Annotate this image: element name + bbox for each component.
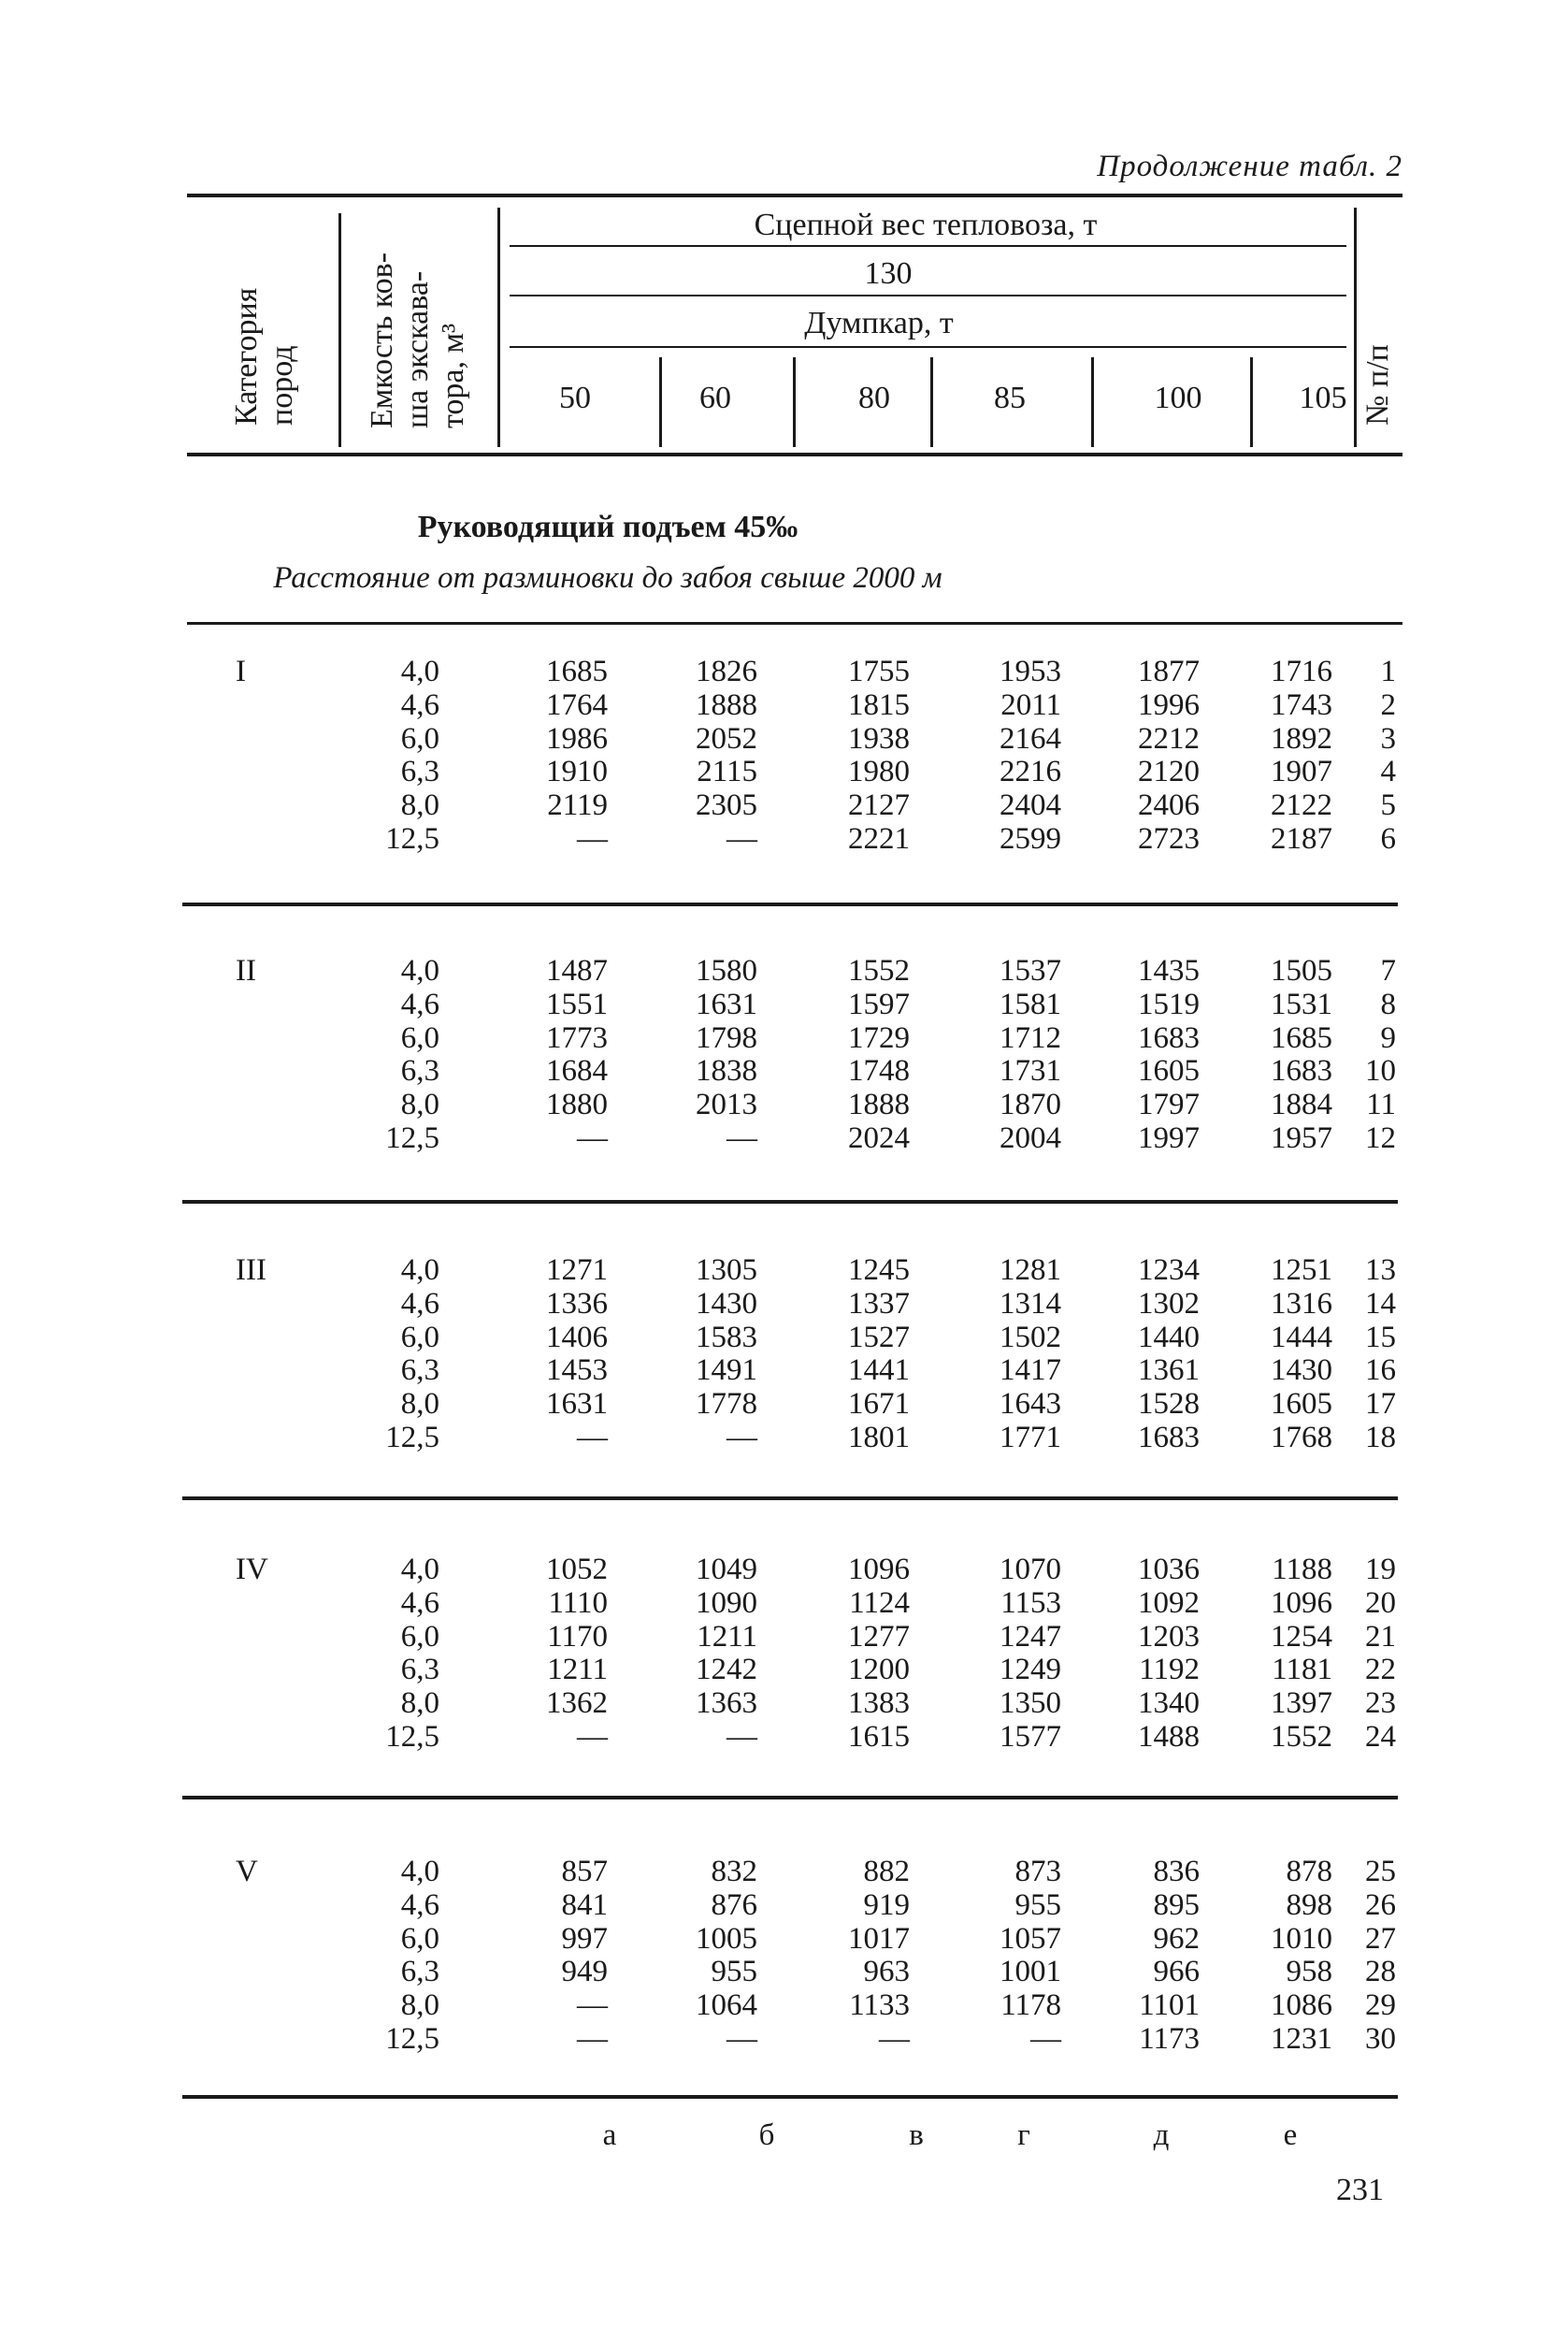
value-cell: 1057 [1000,1921,1061,1956]
value-cell: — [726,2022,757,2056]
row-number: 21 [1365,1619,1396,1654]
value-cell: 955 [1014,1887,1061,1922]
value-cell: — [577,1720,608,1754]
column-letter-d: д [1153,2118,1170,2152]
value-cell: — [726,1421,757,1454]
bucket-capacity: 4,6 [400,987,439,1021]
value-cell: 1980 [848,755,910,789]
bucket-capacity: 4,0 [400,954,439,988]
bucket-capacity: 6,3 [400,1955,439,1989]
row-number: 17 [1365,1387,1396,1422]
value-cell: 997 [561,1921,608,1956]
value-cell: 919 [863,1887,910,1922]
bucket-header-line-1: Емкость ков- [365,252,399,428]
value-cell: 1892 [1271,721,1332,756]
value-cell: 2216 [1000,755,1061,789]
dumpcar-col-100: 100 [1154,381,1202,415]
bucket-capacity: 12,5 [385,822,439,856]
dumpcar-rule [510,346,1346,348]
value-cell: 1870 [1000,1088,1061,1122]
category-label: I [236,655,246,688]
column-letter-v: в [909,2118,924,2152]
value-cell: 2164 [1000,721,1061,756]
value-cell: 1685 [1271,1020,1332,1055]
value-cell: 949 [561,1955,608,1989]
category-header-line-1: Категория [229,287,264,426]
value-cell: — [577,1988,608,2023]
value-cell: 1888 [848,1088,910,1122]
value-cell: 1826 [696,655,757,688]
value-cell: 1683 [1138,1421,1200,1454]
dumpcar-divider-2 [793,357,796,447]
group-separator-rule [182,1796,1398,1799]
header-separator-1 [338,213,341,447]
dumpcar-col-50: 50 [559,381,591,415]
value-cell: 878 [1286,1855,1332,1888]
value-cell: 1519 [1138,987,1200,1021]
value-cell: 1743 [1271,687,1332,722]
value-cell: 1397 [1271,1686,1332,1721]
value-cell: 1615 [848,1720,910,1754]
page-number: 231 [1336,2173,1384,2207]
value-cell: 1527 [848,1320,910,1354]
value-cell: 2404 [1000,788,1061,823]
bucket-capacity: 4,6 [400,1286,439,1321]
traction-rule [510,245,1346,247]
value-cell: 1133 [849,1988,910,2023]
row-number: 12 [1365,1121,1396,1155]
value-cell: 1314 [1000,1286,1061,1321]
value-cell: 898 [1286,1887,1332,1922]
bucket-capacity: 8,0 [400,1686,439,1721]
value-cell: 1181 [1272,1653,1332,1687]
bucket-capacity: 6,0 [400,1020,439,1055]
value-cell: 2004 [1000,1121,1061,1155]
header-separator-2 [497,208,500,447]
value-cell: 1605 [1138,1054,1200,1089]
value-cell: 1938 [848,721,910,756]
value-cell: 1671 [848,1387,910,1422]
value-cell: 1910 [546,755,608,789]
bucket-capacity: 8,0 [400,1088,439,1122]
row-number: 1 [1380,655,1396,688]
value-cell: 1361 [1138,1353,1200,1388]
value-cell: 2305 [696,788,757,823]
bucket-capacity: 4,0 [400,1253,439,1287]
value-cell: — [726,1720,757,1754]
value-cell: 2723 [1138,822,1200,856]
value-cell: 1336 [546,1286,608,1321]
value-cell: 2115 [697,755,757,789]
value-cell: 2013 [696,1088,757,1122]
row-number: 29 [1365,1988,1396,2023]
value-cell: 832 [711,1855,757,1888]
value-cell: 1010 [1271,1921,1332,1956]
value-cell: 1064 [696,1988,757,2023]
value-cell: 1211 [697,1619,757,1654]
value-cell: 1249 [1000,1653,1061,1687]
value-cell: 1170 [547,1619,608,1654]
value-cell: 1153 [1000,1585,1061,1620]
value-cell: 1096 [848,1553,910,1586]
row-number: 16 [1365,1353,1396,1388]
value-cell: 1005 [696,1921,757,1956]
value-cell: 1101 [1139,1988,1200,2023]
value-cell: 1683 [1271,1054,1332,1089]
dumpcar-header: Думпкар, т [804,306,954,340]
value-cell: 1188 [1272,1553,1332,1586]
value-cell: 1986 [546,721,608,756]
value-cell: 2120 [1138,755,1200,789]
row-number: 9 [1380,1020,1396,1055]
value-cell: — [577,2022,608,2056]
row-number: 6 [1380,822,1396,856]
value-cell: 1502 [1000,1320,1061,1354]
column-letter-e: е [1283,2118,1298,2152]
value-cell: 1124 [849,1585,910,1620]
bucket-capacity: 6,3 [400,755,439,789]
row-number: 20 [1365,1585,1396,1620]
row-number: 5 [1380,788,1396,823]
value-cell: 1052 [546,1553,608,1586]
value-cell: 1953 [1000,655,1061,688]
value-cell: 1748 [848,1054,910,1089]
bucket-capacity: 4,0 [400,655,439,688]
bucket-capacity: 12,5 [385,1121,439,1155]
value-cell: 1764 [546,687,608,722]
value-cell: 1801 [848,1421,910,1454]
row-number: 8 [1380,987,1396,1021]
row-number: 4 [1380,755,1396,789]
value-cell: 1435 [1138,954,1200,988]
dumpcar-col-105: 105 [1299,381,1347,415]
row-number: 30 [1365,2022,1396,2056]
value-cell: 963 [863,1955,910,1989]
value-cell: 1340 [1138,1686,1200,1721]
value-cell: 1552 [1271,1720,1332,1754]
value-cell: 2599 [1000,822,1061,856]
value-cell: 962 [1153,1921,1200,1956]
row-number: 23 [1365,1686,1396,1721]
traction-weight-value: 130 [864,256,913,291]
value-cell: 1086 [1271,1988,1332,2023]
value-cell: 1888 [696,687,757,722]
header-top-rule [187,194,1403,197]
row-number: 13 [1365,1253,1396,1287]
bucket-capacity: 12,5 [385,2022,439,2056]
value-cell: 1552 [848,954,910,988]
value-cell: 1957 [1271,1121,1332,1155]
value-cell: 1729 [848,1020,910,1055]
dumpcar-divider-4 [1091,357,1094,447]
value-cell: 1580 [696,954,757,988]
row-number: 10 [1365,1054,1396,1089]
dumpcar-divider-3 [930,357,933,447]
value-cell: 2119 [547,788,608,823]
traction-value-rule [510,295,1346,296]
value-cell: 1815 [848,687,910,722]
value-cell: 857 [561,1855,608,1888]
value-cell: 876 [711,1887,757,1922]
value-cell: 1350 [1000,1686,1061,1721]
value-cell: 1528 [1138,1387,1200,1422]
value-cell: 1768 [1271,1421,1332,1454]
value-cell: 873 [1014,1855,1061,1888]
value-cell: 1277 [848,1619,910,1654]
row-number: 24 [1365,1720,1396,1754]
row-number: 3 [1380,721,1396,756]
value-cell: 1605 [1271,1387,1332,1422]
traction-weight-header: Сцепной вес тепловоза, т [754,208,1098,242]
value-cell: 1242 [696,1653,757,1687]
group-separator-rule [182,1200,1398,1204]
bucket-capacity: 8,0 [400,788,439,823]
value-cell: 1406 [546,1320,608,1354]
value-cell: 1597 [848,987,910,1021]
value-cell: 958 [1286,1955,1332,1989]
value-cell: 1430 [696,1286,757,1321]
group-separator-rule [182,2095,1398,2099]
value-cell: 1631 [546,1387,608,1422]
bucket-capacity: 8,0 [400,1988,439,2023]
dumpcar-col-80: 80 [858,381,890,415]
value-cell: 1581 [1000,987,1061,1021]
value-cell: 2221 [848,822,910,856]
section-subtitle: Расстояние от разминовки до забоя свыше 2000 м [273,561,942,595]
bucket-header-line-3: тора, м³ [436,323,470,428]
value-cell: 1271 [546,1253,608,1287]
row-number: 15 [1365,1320,1396,1354]
row-number: 11 [1366,1088,1396,1122]
value-cell: — [879,2022,910,2056]
value-cell: 1070 [1000,1553,1061,1586]
bucket-capacity: 6,0 [400,721,439,756]
value-cell: 1755 [848,655,910,688]
value-cell: 1488 [1138,1720,1200,1754]
value-cell: 1731 [1000,1054,1061,1089]
value-cell: 1096 [1271,1585,1332,1620]
value-cell: 836 [1153,1855,1200,1888]
value-cell: 2052 [696,721,757,756]
value-cell: 1247 [1000,1619,1061,1654]
value-cell: 2011 [1000,687,1061,722]
value-cell: 1487 [546,954,608,988]
value-cell: 1712 [1000,1020,1061,1055]
value-cell: 2187 [1271,822,1332,856]
category-label: V [236,1855,258,1888]
column-letter-b: б [758,2118,775,2152]
row-number: 14 [1365,1286,1396,1321]
value-cell: 955 [711,1955,757,1989]
row-number-header: № п/п [1360,344,1395,426]
bucket-capacity: 4,6 [400,1887,439,1922]
value-cell: 1798 [696,1020,757,1055]
value-cell: 1453 [546,1353,608,1388]
value-cell: 1234 [1138,1253,1200,1287]
value-cell: 1305 [696,1253,757,1287]
value-cell: 1092 [1138,1585,1200,1620]
value-cell: 1001 [1000,1955,1061,1989]
value-cell: 1441 [848,1353,910,1388]
value-cell: — [577,822,608,856]
group-separator-rule [182,903,1398,906]
value-cell: 1505 [1271,954,1332,988]
bucket-capacity-header [365,253,471,428]
row-number: 2 [1380,687,1396,722]
bucket-header-line-2: ша экскава- [400,270,435,428]
category-header [229,288,300,426]
bucket-capacity: 6,0 [400,1320,439,1354]
value-cell: — [726,822,757,856]
row-number: 25 [1365,1855,1396,1888]
value-cell: 1036 [1138,1553,1200,1586]
bucket-capacity: 4,0 [400,1855,439,1888]
row-number: 19 [1365,1553,1396,1586]
value-cell: 1302 [1138,1286,1200,1321]
value-cell: 966 [1153,1955,1200,1989]
value-cell: 1017 [848,1921,910,1956]
dumpcar-col-60: 60 [699,381,731,415]
value-cell: 1880 [546,1088,608,1122]
dumpcar-col-85: 85 [994,381,1026,415]
row-number: 27 [1365,1921,1396,1956]
value-cell: 1200 [848,1653,910,1687]
value-cell: 1877 [1138,655,1200,688]
row-number: 28 [1365,1955,1396,1989]
category-label: III [236,1253,266,1287]
value-cell: 1996 [1138,687,1200,722]
value-cell: 1383 [848,1686,910,1721]
value-cell: 2406 [1138,788,1200,823]
value-cell: 1203 [1138,1619,1200,1654]
value-cell: 1537 [1000,954,1061,988]
value-cell: 1797 [1138,1088,1200,1122]
value-cell: 1430 [1271,1353,1332,1388]
bucket-capacity: 6,0 [400,1619,439,1654]
value-cell: 1577 [1000,1720,1061,1754]
continuation-caption: Продолжение табл. 2 [1097,150,1403,183]
value-cell: 1583 [696,1320,757,1354]
value-cell: 1281 [1000,1253,1061,1287]
value-cell: 1684 [546,1054,608,1089]
value-cell: 1778 [696,1387,757,1422]
bucket-capacity: 6,3 [400,1653,439,1687]
value-cell: 1685 [546,655,608,688]
value-cell: 1110 [548,1585,608,1620]
value-cell: 1838 [696,1054,757,1089]
value-cell: 1907 [1271,755,1332,789]
bucket-capacity: 6,0 [400,1921,439,1956]
value-cell: 1531 [1271,987,1332,1021]
value-cell: 1551 [546,987,608,1021]
value-cell: 1362 [546,1686,608,1721]
value-cell: 2127 [848,788,910,823]
value-cell: 1254 [1271,1619,1332,1654]
value-cell: 1211 [547,1653,608,1687]
bucket-capacity: 12,5 [385,1720,439,1754]
value-cell: 1090 [696,1585,757,1620]
value-cell: — [577,1421,608,1454]
value-cell: — [1030,2022,1061,2056]
value-cell: 1631 [696,987,757,1021]
category-header-line-2: пород [265,345,299,426]
value-cell: 1884 [1271,1088,1332,1122]
value-cell: 1363 [696,1686,757,1721]
group-separator-rule [182,1496,1398,1500]
value-cell: 1716 [1271,655,1332,688]
value-cell: 1683 [1138,1020,1200,1055]
bucket-capacity: 4,6 [400,1585,439,1620]
value-cell: 1771 [1000,1421,1061,1454]
value-cell: 1231 [1271,2022,1332,2056]
column-letter-a: а [602,2118,617,2152]
value-cell: — [577,1121,608,1155]
value-cell: 1444 [1271,1320,1332,1354]
value-cell: 1245 [848,1253,910,1287]
row-number: 7 [1380,954,1396,988]
column-letter-g: г [1017,2118,1030,2152]
row-number: 18 [1365,1421,1396,1454]
value-cell: 1643 [1000,1387,1061,1422]
row-number: 26 [1365,1887,1396,1922]
value-cell: 1997 [1138,1121,1200,1155]
value-cell: 2024 [848,1121,910,1155]
bucket-capacity: 4,6 [400,687,439,722]
value-cell: 882 [863,1855,910,1888]
value-cell: 1491 [696,1353,757,1388]
value-cell: — [726,1121,757,1155]
value-cell: 1192 [1139,1653,1200,1687]
category-label: II [236,954,256,988]
bucket-capacity: 4,0 [400,1553,439,1586]
bucket-capacity: 12,5 [385,1421,439,1454]
value-cell: 1440 [1138,1320,1200,1354]
body-top-rule [187,622,1403,625]
value-cell: 895 [1153,1887,1200,1922]
bucket-capacity: 6,3 [400,1054,439,1089]
value-cell: 1173 [1139,2022,1200,2056]
category-label: IV [236,1553,268,1586]
value-cell: 1773 [546,1020,608,1055]
header-bottom-rule [187,453,1403,456]
value-cell: 1178 [1000,1988,1061,2023]
value-cell: 1316 [1271,1286,1332,1321]
value-cell: 1417 [1000,1353,1061,1388]
value-cell: 1337 [848,1286,910,1321]
dumpcar-divider-5 [1250,357,1253,447]
value-cell: 2212 [1138,721,1200,756]
value-cell: 841 [561,1887,608,1922]
value-cell: 1049 [696,1553,757,1586]
dumpcar-divider-1 [659,357,662,447]
value-cell: 2122 [1271,788,1332,823]
section-title: Руководящий подъем 45‰ [417,510,798,544]
bucket-capacity: 8,0 [400,1387,439,1422]
value-cell: 1251 [1271,1253,1332,1287]
bucket-capacity: 6,3 [400,1353,439,1388]
row-number: 22 [1365,1653,1396,1687]
